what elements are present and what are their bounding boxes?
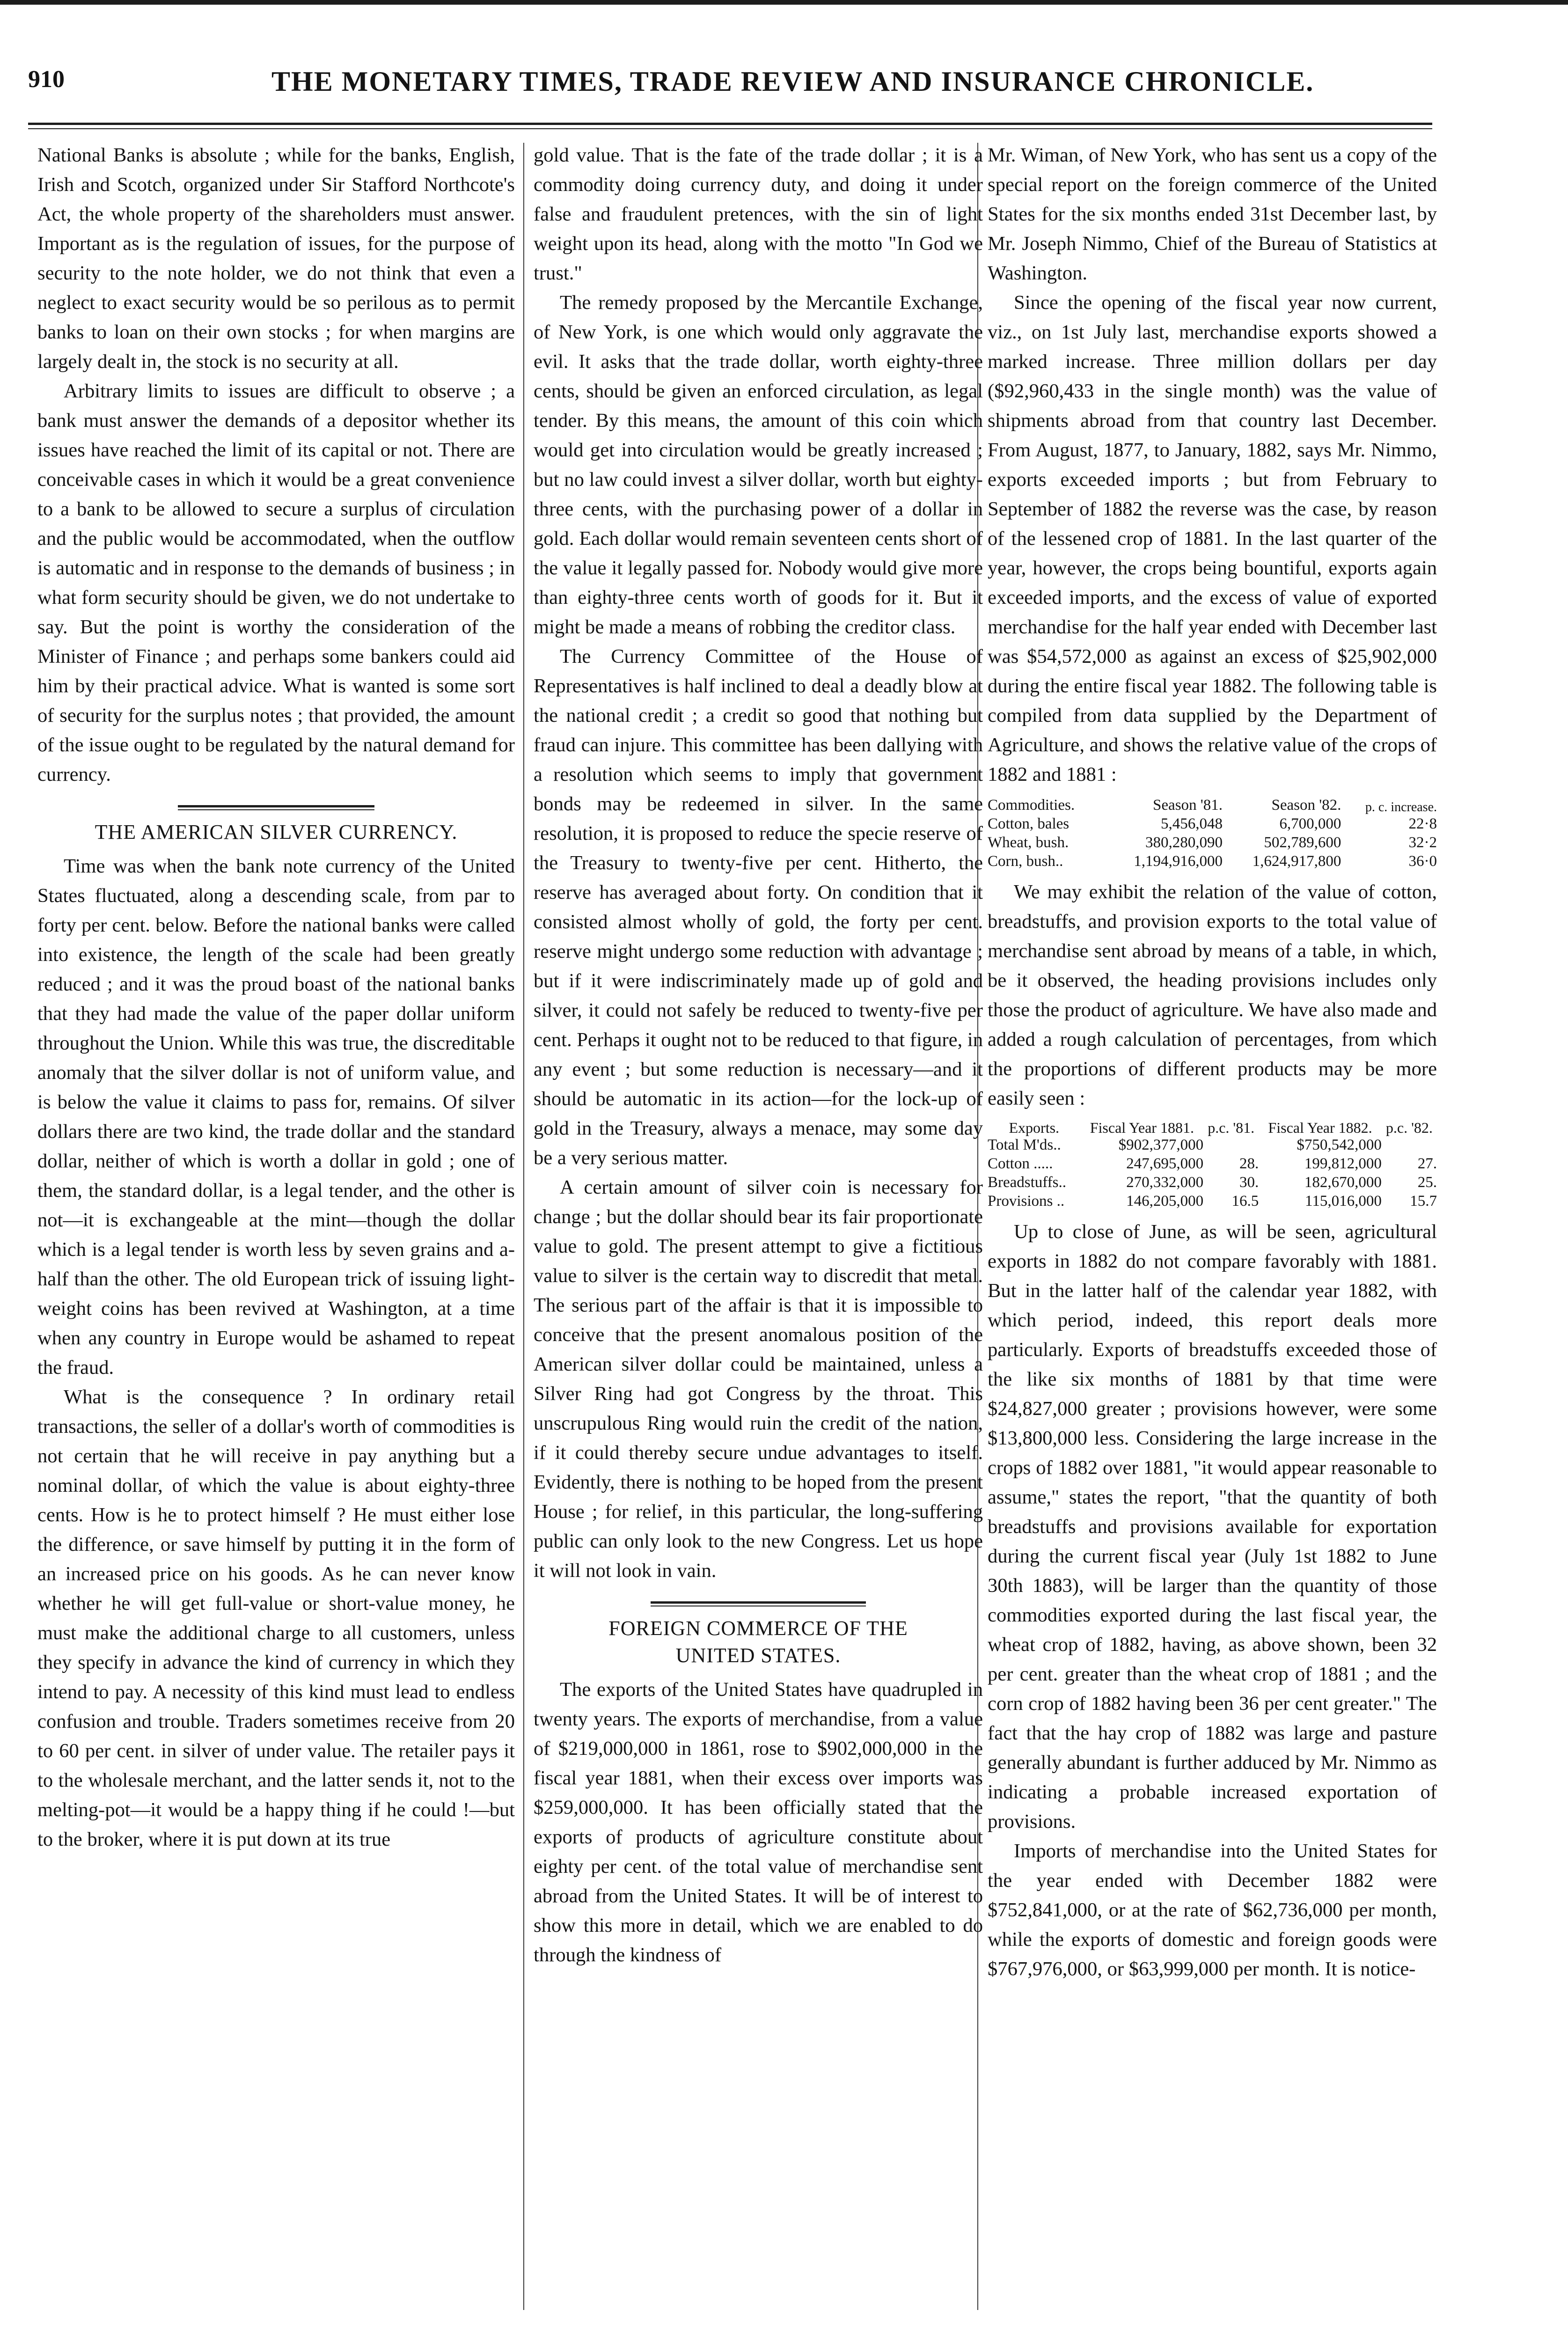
table-header-cell: Fiscal Year 1882. [1268, 1119, 1372, 1136]
paragraph: Arbitrary limits to issues are difficult to observe ; a bank must answer the demands of a depositor whether its issues have reached the limit of its capital or not. There are conceivable cases in which it would be a great convenience to a bank to be allowed to secure a surplus of circulation and the public would be accommodated, when the outflow is automatic and in response to the demands of business ; in what form security should be given, we do not undertake to say. But the point is worthy the consideration of the Minister of Finance ; and perhaps some bankers could aid him by their practical advice. What is wanted is some sort of security for the surplus notes ; that provided, the amount of the issue ought to be regulated by the natural demand for currency. [37, 380, 515, 785]
table-cell: 22·8 [1408, 815, 1437, 832]
header-rule-thick [28, 123, 1432, 125]
table-cell: Wheat, bush. [988, 834, 1069, 851]
table-cell: 247,695,000 [1126, 1155, 1204, 1172]
table-header-cell: p. c. increase. [1365, 800, 1437, 814]
table-row [988, 814, 1437, 833]
table-cell: Cotton, bales [988, 815, 1070, 832]
paragraph: Time was when the bank note currency of the United States fluctuated, along a descending scale, from par to forty per cent. below. Before the national banks were called into existence, the length of the scale had been greatly reduced ; and it was the proud boast of the national banks that they had made the value of the paper dollar uniform throughout the Union. While this was true, the discreditable anomaly that the silver dollar is not of uniform value, and is below the value it claims to pass for, remains. Of silver dollars there are two kind, the trade dollar and the standard dollar, neither of which is worth a dollar in gold ; one of them, the standard dollar, is a legal tender, and the other is not—it is exchangeable at the mint—though the dollar which is a legal tender is worth less by seven grains and a-half than the other. The old European trick of issuing light-weight coins has been revived at Washington, at a time when any country in Europe would be ashamed to repeat the fraud. [37, 855, 515, 1379]
table-cell: 199,812,000 [1304, 1155, 1382, 1172]
table-cell: 25. [1417, 1174, 1437, 1191]
table-cell: 32·2 [1408, 834, 1437, 851]
running-title: THE MONETARY TIMES, TRADE REVIEW AND INSURANCE CHRONICLE. [271, 66, 1314, 97]
table-header-row [988, 796, 1437, 814]
table-cell: 380,280,090 [1145, 834, 1223, 851]
paragraph: gold value. That is the fate of the trade dollar ; it is a commodity doing currency duty, and doing it under false and fraudulent pretences, with the sin of light weight upon its head, along with the motto "In God we trust." [534, 144, 983, 284]
page-header [28, 66, 1512, 122]
top-edge-rule [0, 0, 1568, 5]
table-row [988, 1136, 1437, 1154]
table-row [988, 1154, 1437, 1173]
table-cell: 182,670,000 [1304, 1174, 1382, 1191]
section-heading-line: UNITED STATES. [675, 1644, 841, 1667]
table-header-cell: Commodities. [988, 797, 1075, 814]
table-row [988, 1192, 1437, 1210]
table-cell: 15.7 [1410, 1193, 1437, 1210]
table-cell: 115,016,000 [1305, 1193, 1382, 1210]
table-cell: $750,542,000 [1297, 1137, 1382, 1153]
column-middle [534, 140, 983, 2312]
table-header-cell: p.c. '81. [1208, 1119, 1255, 1136]
table-cell [1382, 1136, 1437, 1154]
paragraph: The exports of the United States have quadrupled in twenty years. The exports of merchandise, from a value of $219,000,000 in 1861, rose to $902,000,000 in the fiscal year 1881, when their excess over imports was $259,000,000. It has been officially stated that the exports of products of agriculture constitute about eighty per cent. of the total value of merchandise sent abroad from the United States. It will be of interest to show this more in detail, which we are enabled to do through the kindness of [534, 1679, 983, 1966]
header-rule-thin [28, 128, 1432, 129]
table-header-row [988, 1120, 1437, 1136]
table-cell: 5,456,048 [1160, 815, 1223, 832]
table-cell [1203, 1136, 1259, 1154]
table-cell: 6,700,000 [1279, 815, 1341, 832]
column-left [37, 140, 515, 2312]
paragraph: A certain amount of silver coin is necessary for change ; but the dollar should bear its fair proportionate value to gold. The present attempt to give a fictitious value to silver is the certain way to discredit that metal. The serious part of the affair is that it is impossible to conceive that the present anomalous position of the American silver dollar could be maintained, unless a Silver Ring had got Congress by the throat. This unscrupulous Ring would ruin the credit of the nation, if it could thereby secure undue advantages to itself. Evidently, there is nothing to be hoped from the present House ; for relief, in this particular, the long-suffering public can only look to the new Congress. Let us hope it will not look in vain. [534, 1176, 983, 1582]
paragraph: The Currency Committee of the House of Representatives is half inclined to deal a deadly blow at the national credit ; a credit so good that nothing but fraud can injure. This committee has been dallying with a resolution which seems to imply that government bonds may be redeemed in silver. In the same resolution, it is proposed to reduce the specie reserve of the Treasury to twenty-five per cent. Hitherto, the reserve has averaged about forty. On condition that it consisted almost wholly of gold, the forty per cent. reserve might undergo some reduction with advantage ; but if it were indiscriminately made up of gold and silver, it could not safely be reduced to twenty-five per cent. Perhaps it ought not to be reduced to that figure, in any event ; but some reduction is necessary—and it should be automatic in its action—for the lock-up of gold in the Treasury, always a menace, may some day be a very serious matter. [534, 645, 983, 1169]
table-cell: 16.5 [1231, 1193, 1259, 1210]
section-rule [178, 805, 374, 810]
paragraph: We may exhibit the relation of the value of cotton, breadstuffs, and provision exports to the total value of merchandise sent abroad by means of a table, in which, be it observed, the heading provisions includes only those the product of agriculture. We have also made and added a rough calculation of percentages, from which the proportions of different products may be more easily seen : [988, 881, 1437, 1109]
paragraph: National Banks is absolute ; while for the banks, English, Irish and Scotch, organized under Sir Stafford Northcote's Act, the whole property of the shareholders must answer. Important as is the regulation of issues, for the purpose of security to the note holder, we do not think that even a neglect to exact security would be so perilous as to permit banks to loan on their own stocks ; for when margins are largely dealt in, the stock is no security at all. [37, 144, 515, 373]
table-cell: Total M'ds.. [988, 1137, 1061, 1153]
table-cell: 146,205,000 [1126, 1193, 1204, 1210]
crops-table [988, 796, 1437, 871]
paragraph: The remedy proposed by the Mercantile Exchange, of New York, is one which would only aggravate the evil. It asks that the trade dollar, worth eighty-three cents, should be given an enforced circulation, as legal tender. By this means, the amount of this coin which would get into circulation would be greatly increased ; but no law could invest a silver dollar, worth but eighty-three cents, with the purchasing power of a dollar in gold. Each dollar would remain seventeen cents short of the value it legally passed for. Nobody would give more than eighty-three cents worth of goods for it. But it might be made a means of robbing the creditor class. [534, 292, 983, 638]
table-row [988, 833, 1437, 852]
page-number: 910 [28, 66, 65, 93]
table-header-cell: Fiscal Year 1881. [1090, 1119, 1194, 1136]
exports-table [988, 1120, 1437, 1210]
paragraph: Mr. Wiman, of New York, who has sent us a copy of the special report on the foreign commerce of the United States for the six months ended 31st December last, by Mr. Joseph Nimmo, Chief of the Bureau of Statistics at Washington. [988, 144, 1437, 284]
table-cell: Provisions .. [988, 1193, 1065, 1210]
paragraph: Imports of merchandise into the United States for the year ended with December 1882 were $752,841,000, or at the rate of $62,736,000 per month, while the exports of domestic and foreign goods were $767,976,000, or $63,999,000 per month. It is notice- [988, 1840, 1437, 1980]
table-cell: Cotton ..... [988, 1155, 1053, 1172]
table-header-cell: Season '82. [1271, 797, 1341, 814]
section-heading-line: FOREIGN COMMERCE OF THE [608, 1617, 908, 1640]
table-cell: 30. [1239, 1174, 1259, 1191]
paragraph: Since the opening of the fiscal year now current, viz., on 1st July last, merchandise exports showed a marked increase. Three million dollars per day ($92,960,433 in the single month) was the value of shipments abroad from that country last December. From August, 1877, to January, 1882, says Mr. Nimmo, exports exceeded imports ; but from February to September of 1882 the reverse was the case, by reason of the lessened crop of 1881. In the last quarter of the year, however, the crops being bountiful, exports again exceeded imports, and the excess of value of exported merchandise for the half year ended with December last was $54,572,000 as against an excess of $25,902,000 during the entire fiscal year 1882. The following table is compiled from data supplied by the Department of Agriculture, and shows the relative value of the crops of 1882 and 1881 : [988, 292, 1437, 785]
table-header-cell: Season '81. [1153, 797, 1223, 814]
paragraph: Up to close of June, as will be seen, agricultural exports in 1882 do not compare favorably with 1881. But in the latter half of the calendar year 1882, with which period, indeed, this report deals more particularly. Exports of breadstuffs exceeded those of the like six months of 1881 by that time were $24,827,000 greater ; provisions however, were some $13,800,000 less. Considering the large increase in the crops of 1882 over 1881, "it would appear reasonable to assume," states the report, "that the quantity of both breadstuffs and provisions available for exportation during the current fiscal year (July 1st 1882 to June 30th 1883), will be larger than the quantity of those commodities exported during the last fiscal year, the wheat crop of 1882, having, as above shown, been 32 per cent. greater than the wheat crop of 1881 ; and the corn crop of 1882 having been 36 per cent greater." The fact that the hay crop of 1882 was large and pasture generally abundant is further adduced by Mr. Nimmo as indicating a probable increased exportation of provisions. [988, 1221, 1437, 1833]
table-row [988, 1173, 1437, 1192]
table-cell: 1,194,916,000 [1134, 853, 1223, 870]
table-header-cell: Exports. [1009, 1119, 1060, 1136]
table-cell: 1,624,917,800 [1252, 853, 1341, 870]
section-rule [651, 1601, 866, 1606]
table-cell: 502,789,600 [1264, 834, 1341, 851]
section-heading [534, 1615, 983, 1669]
table-cell: $902,377,000 [1118, 1137, 1204, 1153]
table-cell: 27. [1417, 1155, 1437, 1172]
column-divider [523, 143, 524, 2310]
table-cell: 270,332,000 [1126, 1174, 1204, 1191]
column-right [988, 140, 1437, 2312]
table-header-cell: p.c. '82. [1385, 1119, 1433, 1136]
table-cell: 28. [1239, 1155, 1259, 1172]
table-cell: 36·0 [1408, 853, 1437, 870]
table-cell: Breadstuffs.. [988, 1174, 1067, 1191]
paragraph: What is the consequence ? In ordinary retail transactions, the seller of a dollar's worth of commodities is not certain that he will receive in pay anything but a nominal dollar, of which the value is about eighty-three cents. How is he to protect himself ? He must either lose the difference, or save himself by putting it in the form of an increased price on his goods. As he can never know whether he will get full-value or short-value money, he must make the additional charge to all customers, unless they specify in advance the kind of currency in which they intend to pay. A necessity of this kind must lead to endless confusion and trouble. Traders sometimes receive from 20 to 60 per cent. in silver of under value. The retailer pays it to the wholesale merchant, and the latter sends it, not to the melting-pot—it would be a happy thing if he could !—but to the broker, where it is put down at its true [37, 1386, 515, 1850]
table-cell: Corn, bush.. [988, 853, 1063, 870]
table-row [988, 852, 1437, 871]
section-heading: THE AMERICAN SILVER CURRENCY. [95, 821, 458, 843]
